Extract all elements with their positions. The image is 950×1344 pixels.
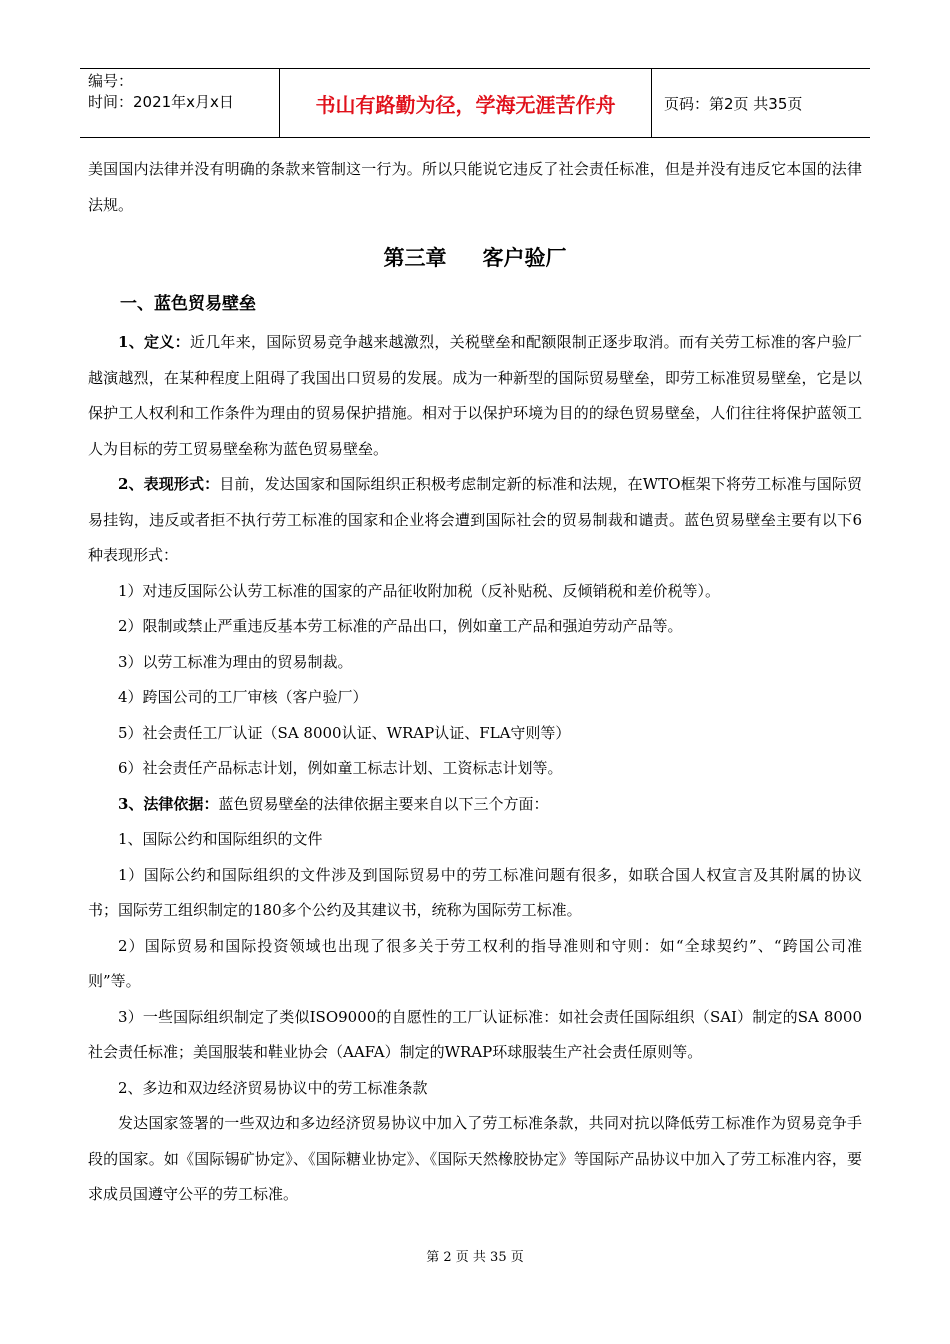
intro-paragraph: 美国国内法律并没有明确的条款来管制这一行为。所以只能说它违反了社会责任标准，但是并没有违反它本国的法律法规。: [88, 160, 862, 214]
list-item: 4）跨国公司的工厂审核（客户验厂）: [118, 688, 368, 706]
subheading-conventions: 1、国际公约和国际组织的文件: [118, 830, 323, 848]
definition-text: 近几年来，国际贸易竞争越来越激烈，关税壁垒和配额限制正逐步取消。而有关劳工标准的客户验厂越演越烈，在某种程度上阻碍了我国出口贸易的发展。成为一种新型的国际贸易壁垒，即劳工标准贸易壁垒，它是以保护工人权利和工作条件为理由的贸易保护措施。相对于以保护环境为目的的绿色贸易壁垒，人们往往将保护蓝领工人为目标的劳工贸易壁垒称为蓝色贸易壁垒。: [88, 333, 862, 458]
list-item: 3）一些国际组织制定了类似ISO9000的自愿性的工厂认证标准：如社会责任国际组织（SAI）制定的SA 8000社会责任标准；美国服装和鞋业协会（AAFA）制定的WRAP环球服装生产社会责任原则等。: [88, 1007, 862, 1061]
forms-paragraph: [88, 467, 862, 574]
list-item: 2）国际贸易和国际投资领域也出现了很多关于劳工权利的指导准则和守则：如“全球契约”、“跨国公司准则”等。: [88, 936, 862, 990]
header-motto: 书山有路勤为径，学海无涯苦作舟: [280, 69, 652, 137]
agreements-paragraph: 发达国家签署的一些双边和多边经济贸易协议中加入了劳工标准条款，共同对抗以降低劳工标准作为贸易竞争手段的国家。如《国际锡矿协定》、《国际糖业协定》、《国际天然橡胶协定》等国际产品协议中加入了劳工标准内容，要求成员国遵守公平的劳工标准。: [88, 1114, 862, 1203]
header-page-info: 页码：第2页 共35页: [664, 94, 803, 113]
forms-label: 2、表现形式：: [118, 475, 220, 493]
page-header: [80, 68, 870, 138]
list-item: 3）以劳工标准为理由的贸易制裁。: [118, 652, 353, 671]
doc-time: 时间：2021年x月x日: [88, 93, 234, 111]
chapter-name: 客户验厂: [482, 246, 567, 270]
chapter-number: 第三章: [383, 246, 447, 270]
list-item: 1）对违反国际公认劳工标准的国家的产品征收附加税（反补贴税、反倾销税和差价税等）。: [118, 581, 721, 600]
subheading-agreements: 2、多边和双边经济贸易协议中的劳工标准条款: [118, 1078, 428, 1097]
definition-label: 1、定义：: [118, 333, 190, 351]
doc-number-label: 编号：: [88, 72, 134, 90]
definition-paragraph: [88, 325, 862, 467]
list-item: 5）社会责任工厂认证（SA 8000认证、WRAP认证、FLA守则等）: [118, 723, 571, 742]
forms-text: 目前，发达国家和国际组织正积极考虑制定新的标准和法规，在WTO框架下将劳工标准与国际贸易挂钩，违反或者拒不执行劳工标准的国家和企业将会遭到国际社会的贸易制裁和谴责。蓝色贸易壁垒主要有以下6种表现形式：: [88, 475, 862, 564]
header-meta: [80, 69, 280, 137]
page-footer: 第 2 页 共 35 页: [426, 1250, 524, 1265]
chapter-title: [88, 241, 862, 275]
document-body: [88, 152, 862, 1213]
law-paragraph: [88, 787, 862, 823]
law-text: 蓝色贸易壁垒的法律依据主要来自以下三个方面：: [218, 794, 549, 813]
section-heading: 一、蓝色贸易壁垒: [120, 294, 256, 314]
list-item: 6）社会责任产品标志计划，例如童工标志计划、工资标志计划等。: [118, 759, 563, 777]
list-item: 1）国际公约和国际组织的文件涉及到国际贸易中的劳工标准问题有很多，如联合国人权宣言及其附属的协议书；国际劳工组织制定的180多个公约及其建议书，统称为国际劳工标准。: [88, 865, 862, 919]
law-label: 3、法律依据：: [118, 794, 219, 813]
list-item: 2）限制或禁止严重违反基本劳工标准的产品出口，例如童工产品和强迫劳动产品等。: [118, 617, 683, 635]
